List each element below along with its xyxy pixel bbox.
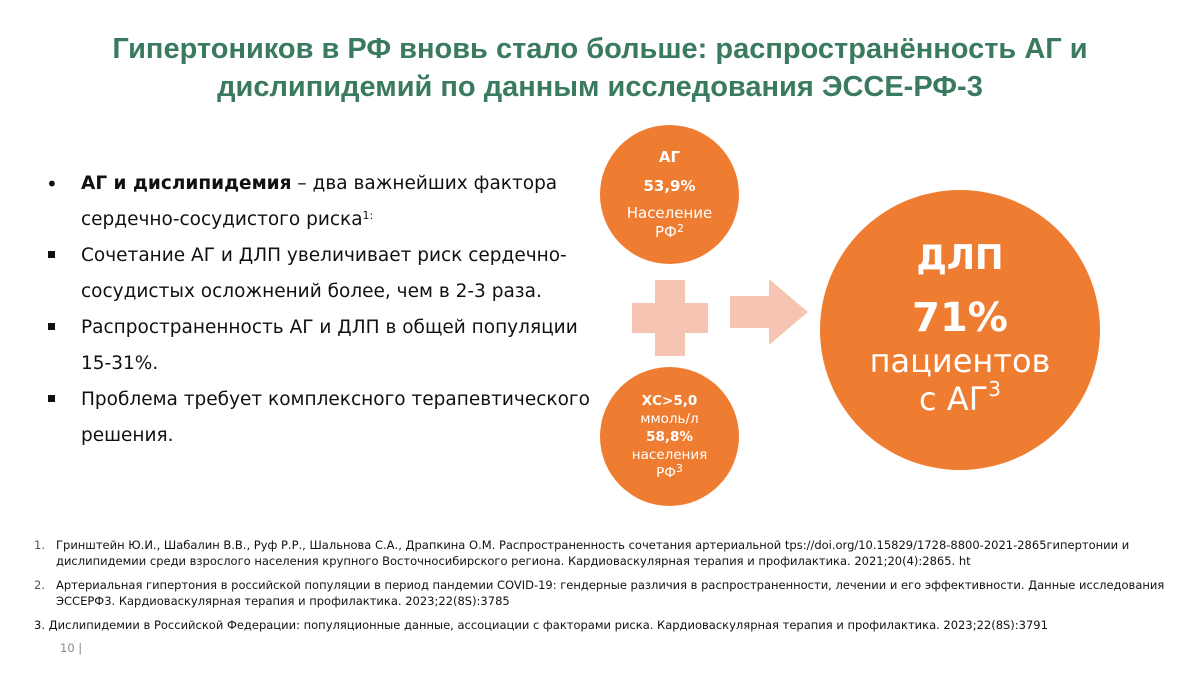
ag-circle (600, 125, 739, 264)
reference-item (34, 537, 1200, 569)
dlp-note-sup: 3 (988, 377, 1001, 401)
bullet-square-icon (46, 382, 66, 418)
ag-value: 53,9% (643, 177, 696, 195)
bullet-text-cont: решения. (81, 425, 174, 446)
bullet-item (46, 382, 591, 454)
reference-text-cont: дислипидемии среди взрослого населения крупного Восточносибирского региона. Кардиоваскулярная терапия и профилактика. 2021;20(4):2865. ht (56, 554, 971, 568)
reference-text-cont: ЭССЕРФ3. Кардиоваскулярная терапия и профилактика. 2023;22(8S):3785 (56, 594, 510, 608)
reference-text: 3. Дислипидемии в Российской Федерации: популяционные данные, ассоциации с факторами риска. Кардиоваскулярная терапия и профилактика. 2023;22(8S):3791 (34, 618, 1048, 632)
bullet-text-cont: 15-31%. (81, 353, 159, 374)
cholesterol-circle (600, 367, 739, 506)
reference-item (34, 577, 1200, 609)
cholesterol-note-line1: населения (631, 447, 708, 463)
right-arrow-icon (730, 279, 808, 345)
reference-text: Гринштейн Ю.И., Шабалин В.В., Руф Р.Р., Шальнова С.А., Драпкина О.М. Распространенность сочетания артериальной tps://doi.org/10.15829/1728-8800-2021-2865гипертонии и (56, 538, 1130, 552)
dlp-label: ДЛП (916, 238, 1004, 278)
bullet-text-cont: сосудистых осложнений более, чем в 2-3 раза. (81, 281, 542, 302)
bullet-text: Сочетание АГ и ДЛП увеличивает риск сердечно- (81, 245, 567, 266)
bullet-dot-icon (46, 166, 66, 204)
dlp-note-line2: с АГ (919, 380, 989, 418)
cholesterol-label-unit: ммоль/л (640, 411, 699, 427)
cholesterol-note-line2: РФ (656, 465, 676, 481)
bullet-item (46, 310, 591, 382)
dlp-note-line1: пациентов (869, 342, 1051, 380)
ag-note-sup: 2 (676, 222, 684, 235)
bullet-square-icon (46, 310, 66, 346)
reference-text: Артериальная гипертония в российской популяции в период пандемии COVID-19: гендерные различия в распространенности, лечении и его эффективности. Данные исследования (56, 578, 1165, 592)
cholesterol-value: 58,8% (646, 429, 693, 445)
bullet-item (46, 238, 591, 310)
bullet-footnote-ref: 1: (362, 209, 374, 222)
bullet-square-icon (46, 238, 66, 274)
cholesterol-note-sup: 3 (675, 462, 683, 475)
ag-note-line1: Население (626, 204, 713, 222)
bullet-bold-text: АГ и дислипидемия (81, 173, 292, 194)
ag-note-line2: РФ (655, 223, 677, 241)
slide-number: 10 | (60, 641, 83, 655)
bullet-text: Распространенность АГ и ДЛП в общей популяции (81, 317, 578, 338)
dlp-value: 71% (912, 295, 1008, 341)
title-line-1: Гипертоников в РФ вновь стало больше: распространённость АГ и (112, 33, 1088, 65)
reference-item (34, 617, 1200, 633)
dlp-circle (820, 190, 1100, 470)
reference-number: 1. (34, 538, 45, 552)
bullet-text: Проблема требует комплексного терапевтического (81, 389, 590, 410)
plus-icon-bar (632, 303, 708, 333)
reference-number: 2. (34, 578, 45, 592)
bullet-item (46, 166, 591, 238)
slide-title (20, 30, 1180, 106)
bullet-text: – два важнейших фактора (291, 173, 558, 194)
ag-label: АГ (658, 148, 681, 166)
cholesterol-label: ХС>5,0 (641, 393, 698, 409)
references (34, 537, 1200, 641)
title-line-2: дислипидемий по данным исследования ЭССЕ-РФ-3 (217, 71, 983, 103)
bullet-list (46, 166, 591, 454)
bullet-text-cont: сердечно-сосудистого риска (81, 209, 363, 230)
